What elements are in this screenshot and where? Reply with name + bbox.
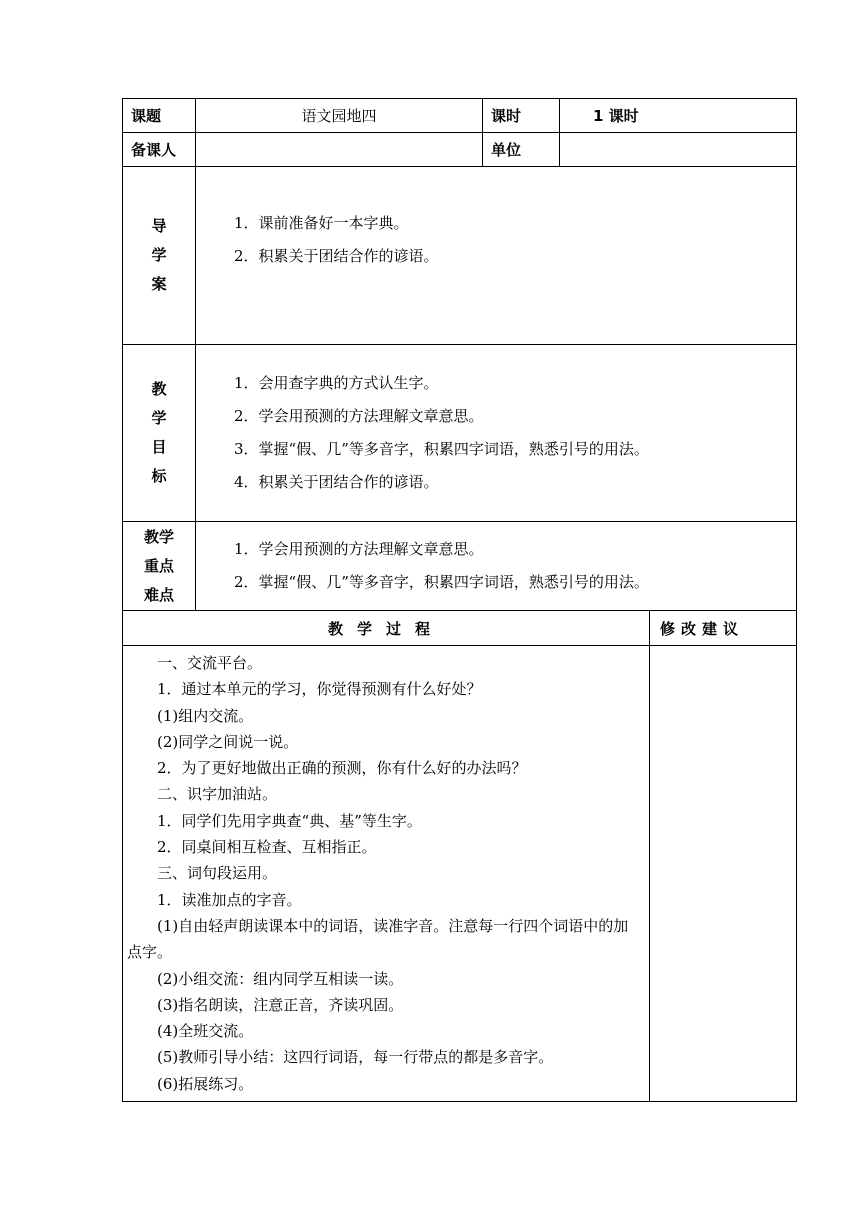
key-points-label-line: 难点: [143, 585, 174, 604]
process-line: (5)教师引导小结：这四行词语，每一行带点的都是多音字。: [157, 1048, 554, 1067]
process-line: (1)组内交流。: [157, 706, 254, 725]
process-header-row: [123, 611, 797, 646]
process-line: 2．同桌间相互检查、互相指正。: [157, 838, 377, 857]
process-line: (3)指名朗读，注意正音，齐读巩固。: [157, 995, 404, 1014]
objectives-label-char: 教: [151, 380, 167, 398]
guide-label-char: 学: [151, 246, 167, 264]
objective-item: 4．积累关于团结合作的谚语。: [234, 473, 439, 491]
process-line: 1．通过本单元的学习，你觉得预测有什么好处？: [157, 680, 482, 699]
guide-content: [196, 167, 797, 345]
objectives-label-char: 目: [151, 438, 167, 456]
process-line: 一、交流平台。: [157, 654, 263, 672]
process-line: (2)同学之间说一说。: [157, 732, 299, 751]
process-line: (1)自由轻声朗读课本中的词语，读准字音。注意每一行四个词语中的加点字。: [127, 916, 629, 962]
objectives-label: [123, 345, 196, 522]
process-line: (2)小组交流：组内同学互相读一读。: [157, 969, 404, 988]
guide-label: [123, 167, 196, 345]
objectives-label-char: 学: [151, 409, 167, 427]
guide-item: 2．积累关于团结合作的谚语。: [234, 247, 439, 265]
unit-value: [560, 133, 797, 167]
process-line: 三、词句段运用。: [157, 864, 278, 883]
revision-notes: [650, 646, 797, 1102]
process-line: 1．同学们先用字典查“典、基”等生字。: [157, 811, 422, 830]
process-line: 1．读准加点的字音。: [157, 890, 302, 909]
key-points-content: [196, 522, 797, 611]
objectives-row: [123, 345, 797, 522]
objectives-content: [196, 345, 797, 522]
process-line: (4)全班交流。: [157, 1022, 254, 1041]
key-point-item: 1．学会用预测的方法理解文章意思。: [234, 540, 484, 558]
key-points-label: [123, 522, 196, 611]
key-points-label-line: 重点: [143, 556, 174, 575]
preparer-row: [123, 133, 797, 167]
topic-value: 语文园地四: [196, 99, 483, 133]
preparer-label: 备课人: [123, 133, 196, 167]
topic-row: [123, 99, 797, 133]
preparer-value: [196, 133, 483, 167]
unit-label: 单位: [483, 133, 560, 167]
period-label: 课时: [483, 99, 560, 133]
period-value: 1 课时: [560, 99, 797, 133]
process-line: (6)拓展练习。: [157, 1074, 254, 1093]
process-line: 二、识字加油站。: [157, 785, 278, 804]
key-points-label-line: 教学: [143, 527, 174, 546]
guide-label-char: 导: [151, 217, 167, 235]
process-content: [123, 646, 650, 1102]
key-points-row: [123, 522, 797, 611]
process-line: 2．为了更好地做出正确的预测，你有什么好的办法吗？: [157, 759, 527, 778]
process-body-row: [123, 646, 797, 1102]
guide-label-char: 案: [151, 275, 167, 293]
objective-item: 3．掌握“假、几”等多音字，积累四字词语，熟悉引号的用法。: [234, 440, 649, 458]
objective-item: 2．学会用预测的方法理解文章意思。: [234, 407, 484, 425]
objective-item: 1．会用查字典的方式认生字。: [234, 374, 439, 392]
guide-item: 1．课前准备好一本字典。: [234, 214, 409, 232]
revision-heading: 修改建议: [650, 611, 797, 646]
lesson-plan-table: [122, 98, 797, 1102]
process-heading: 教学过程: [123, 611, 650, 646]
topic-label: 课题: [123, 99, 196, 133]
objectives-label-char: 标: [151, 467, 167, 485]
key-point-item: 2．掌握“假、几”等多音字，积累四字词语，熟悉引号的用法。: [234, 573, 649, 591]
guide-row: [123, 167, 797, 345]
